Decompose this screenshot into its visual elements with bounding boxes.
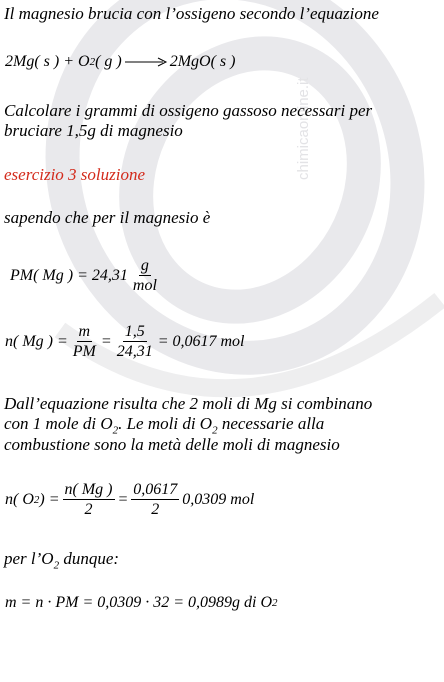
explain-sub-2: 2 [212,424,218,437]
o2-f2-num: 0,0617 [133,481,178,498]
o2-fraction-formula [63,480,115,519]
watermark-text: chimicaonline.it [295,77,312,180]
moles-result: = 0,0617 mol [157,332,245,350]
explain-line-3: combustione sono la metà delle moli di magnesio [4,435,340,454]
pm-unit-num: g [140,257,149,274]
moles-lhs: n( Mg ) = [5,332,68,350]
o2-intro-sub: 2 [53,559,60,572]
mass-equation [5,594,278,612]
reaction-arrow-icon [124,57,168,67]
reaction-o2-state: ( g ) [95,53,122,70]
moles-f1-num: m [78,323,91,340]
o2-lhs-a: n( O [5,490,34,508]
pm-intro: sapendo che per il magnesio è [4,208,211,227]
o2-intro-a: per l’O [4,549,54,568]
o2-f1-num: n( Mg ) [64,481,113,498]
moles-fraction-formula [71,322,98,361]
pm-equation [10,256,162,295]
intro-text: Il magnesio brucia con l’ossigeno secondo l’equazione [4,4,379,23]
explain-line-2-a: con 1 mole di O [4,414,113,433]
explain-line-2-b: . Le moli di O [118,414,213,433]
reaction-equation [5,53,235,71]
explain-line-2-c: necessarie alla [217,414,325,433]
question-line-2: bruciare 1,5g di magnesio [4,121,183,140]
moles-f2-num: 1,5 [124,323,145,340]
moles-f2-den: 24,31 [116,343,153,360]
mass-text: m = n · PM = 0,0309 · 32 = 0,0989g di O [5,594,273,611]
section-title: esercizio 3 soluzione [4,165,146,184]
o2-f1-den: 2 [84,501,93,518]
explain-line-1: Dall’equazione risulta che 2 moli di Mg si combinano [4,394,373,413]
moles-fraction-values [115,322,155,361]
o2-intro-b: dunque: [59,549,120,568]
explain-sub-1: 2 [112,424,119,437]
o2-lhs-sub: 2 [33,493,40,506]
pm-lhs: PM( Mg ) = 24,31 [10,266,128,284]
o2-result: 0,0309 mol [182,490,255,508]
mass-sub: 2 [272,597,278,609]
o2-lhs-b: ) = [39,490,60,508]
moles-f1-den: PM [72,343,96,360]
pm-unit-fraction [131,256,159,295]
question-line-1: Calcolare i grammi di ossigeno gassoso necessari per [4,101,373,120]
moles-equation [5,322,244,361]
reaction-o2-subscript: 2 [89,56,96,68]
o2-equals: = [117,490,129,508]
reaction-product: 2MgO( s ) [169,53,236,70]
pm-unit-den: mol [132,277,157,294]
reaction-reactants: 2Mg( s ) + O [5,53,90,70]
o2-intro [4,549,119,575]
moles-equals: = [100,332,112,350]
o2-equation [5,480,254,519]
o2-fraction-values [131,480,179,519]
o2-f2-den: 2 [151,501,160,518]
